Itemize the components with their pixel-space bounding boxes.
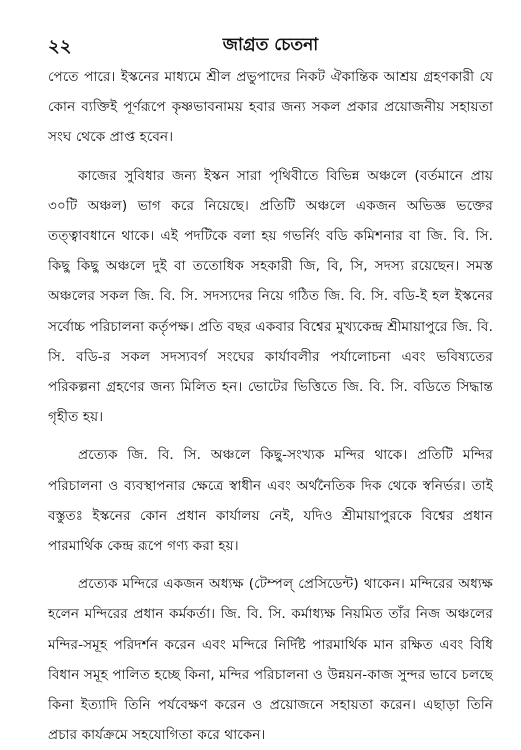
running-title: জাগ্রত চেতনা [222, 35, 319, 55]
paragraph-temples: প্রত্যেক জি. বি. সি. অঞ্চলে কিছু-সংখ্যক মন্দির থাকে। প্রতিটি মন্দির পরিচালনা ও ব্যবস্থাপনার ক্ষেত্রে স্বাধীন এবং অর্থনৈতিক দিক থেকে স্বনির্ভর। তাই বস্তুতঃ ইস্কনের কোন প্রধান কার্যালয় নেই, যদিও শ্রীমায়াপুরকে বিশ্বের প্রধান পারমার্থিক কেন্দ্র রূপে গণ্য করা হয়। [48, 447, 493, 555]
paragraph-regions: কাজের সুবিধার জন্য ইস্কন সারা পৃথিবীতে বিভিন্ন অঞ্চলে (বর্তমানে প্রায় ৩০টি অঞ্চল) ভাগ করে নিয়েছে। প্রতিটি অঞ্চলে একজন অভিজ্ঞ ভক্তের তত্ত্বাবধানে থাকে। এই পদটিকে বলা হয় গভর্নিং বডি কমিশনার বা জি. বি. সি. কিছু কিছু অঞ্চলে দুই বা ততোধিক সহকারী জি, বি, সি, সদস্য রয়েছেন। সমস্ত অঞ্চলের সকল জি. বি. সি. সদস্যদের নিয়ে গঠিত জি. বি. সি. বডি-ই হল ইস্কনের সর্বোচ্চ পরিচালনা কর্তৃপক্ষ। প্রতি বছর একবার বিশ্বের মুখ্যকেন্দ্র শ্রীমায়াপুরে জি. বি. সি. বডি-র সকল সদস্যবর্গ সংঘের কার্যাবলীর পর্যালোচনা এবং ভবিষ্যতের পরিকল্পনা গ্রহণের জন্য মিলিত হন। ভোটের ভিত্তিতে জি. বি. সি. বডিতে সিদ্ধান্ত গৃহীত হয়। [48, 167, 493, 426]
page-number: ২২ [48, 36, 72, 57]
paragraph-continuation: পেতে পারে। ইস্কনের মাধ্যমে শ্রীল প্রভুপাদের নিকট ঐকান্তিক আশ্রয় গ্রহণকারী যে কোন ব্যক্তিই পূর্ণরূপে কৃষ্ণভাবনাময় হবার জন্য সকল প্রকার প্রয়োজনীয় সহায়তা সংঘ থেকে প্রাপ্ত হবেন। [48, 69, 493, 146]
paragraph-temple-president: প্রত্যেক মন্দিরে একজন অধ্যক্ষ (টেম্পল্ প্রেসিডেন্ট) থাকেন। মন্দিরের অধ্যক্ষ হলেন মন্দিরের প্রধান কর্মকর্তা। জি. বি. সি. কর্মাধ্যক্ষ নিয়মিত তাঁর নিজ অঞ্চলের মন্দির-সমূহ পরিদর্শন করেন এবং মন্দিরে নির্দিষ্ট পারমার্থিক মান রক্ষিত এবং বিধি বিধান সমূহ পালিত হচ্ছে কিনা, মন্দির পরিচালনা ও উন্নয়ন-কাজ সুন্দর ভাবে চলছে কিনা ইত্যাদি তিনি পর্যবেক্ষণ করেন ও প্রয়োজনে সহায়তা করেন। এছাড়া তিনি প্রচার কার্যক্রমে সহযোগিতা করে থাকেন। [48, 576, 493, 744]
body-text [48, 62, 493, 750]
page-header [48, 30, 493, 58]
